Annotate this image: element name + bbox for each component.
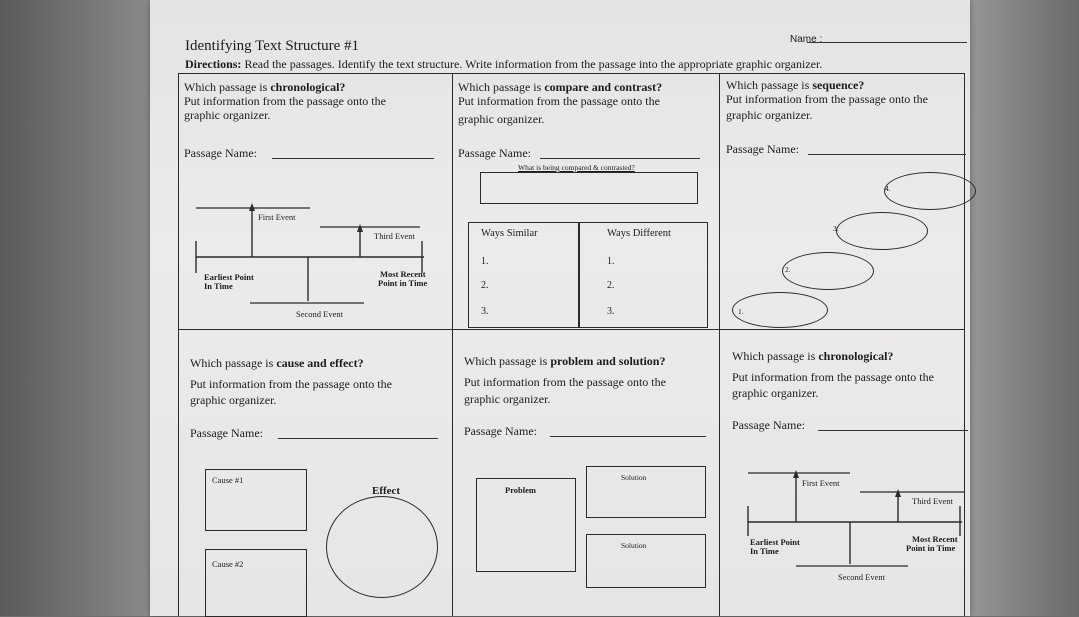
compare-passage-name-label: Passage Name: — [458, 146, 531, 160]
chron1-recent-2: Point in Time — [378, 278, 428, 288]
chron2-earliest-2: In Time — [750, 546, 779, 556]
chron1-second-event: Second Event — [296, 309, 343, 319]
cause-1-label: Cause #1 — [212, 475, 244, 485]
chron1-earliest-1: Earliest Point — [204, 272, 254, 282]
compare-similar-1: 1. — [481, 256, 489, 267]
sequence-question: Which passage is sequence? — [726, 78, 865, 92]
compare-instruction-1: Put information from the passage onto the — [458, 94, 660, 108]
problem-instruction-1: Put information from the passage onto the — [464, 375, 666, 389]
compare-different-box[interactable] — [578, 222, 708, 328]
chron1-instruction-1: Put information from the passage onto the — [184, 94, 386, 108]
cause-2-label: Cause #2 — [212, 559, 244, 569]
grid-middle-border — [178, 329, 964, 330]
compare-different-label: Ways Different — [607, 228, 671, 239]
cause-passage-name-label: Passage Name: — [190, 426, 263, 440]
chron2-passage-name-field[interactable] — [818, 420, 968, 431]
chron2-third-event: Third Event — [912, 496, 953, 506]
problem-instruction-2: graphic organizer. — [464, 392, 551, 406]
solution-2-label: Solution — [621, 541, 647, 550]
worksheet-title: Identifying Text Structure #1 — [185, 38, 360, 54]
sequence-oval-2[interactable] — [782, 252, 874, 290]
grid-col-divider-2 — [719, 73, 720, 616]
sequence-instruction-2: graphic organizer. — [726, 108, 813, 122]
worksheet-page — [150, 0, 970, 616]
cause-question: Which passage is cause and effect? — [190, 356, 364, 370]
compare-different-2: 2. — [607, 280, 615, 291]
compare-similar-label: Ways Similar — [481, 228, 538, 239]
sequence-label-3: 3. — [833, 224, 839, 233]
chron2-second-event: Second Event — [838, 572, 885, 582]
solution-2-box[interactable] — [586, 534, 706, 588]
cause-1-box[interactable] — [205, 469, 307, 531]
compare-instruction-2: graphic organizer. — [458, 112, 545, 126]
sequence-oval-4[interactable] — [884, 172, 976, 210]
chron1-question: Which passage is chronological? — [184, 80, 346, 94]
solution-1-label: Solution — [621, 473, 647, 482]
cause-passage-name-field[interactable] — [278, 428, 438, 439]
cause-instruction-2: graphic organizer. — [190, 393, 277, 407]
sequence-label-4: 4. — [885, 184, 891, 193]
cause-2-box[interactable] — [205, 549, 307, 617]
chron1-passage-name-field[interactable] — [272, 148, 434, 159]
sequence-label-2: 2. — [785, 265, 791, 274]
name-field[interactable] — [807, 42, 967, 43]
name-label: Name : — [790, 34, 823, 45]
compare-similar-2: 2. — [481, 280, 489, 291]
background-left — [0, 0, 150, 616]
problem-passage-name-label: Passage Name: — [464, 424, 537, 438]
chron2-instruction-1: Put information from the passage onto the — [732, 370, 934, 384]
problem-box[interactable] — [476, 478, 576, 572]
grid-left-border — [178, 73, 179, 616]
background-right — [959, 0, 1079, 616]
chron2-question: Which passage is chronological? — [732, 349, 894, 363]
chron1-timeline — [184, 195, 454, 325]
sequence-label-1: 1. — [738, 307, 744, 316]
directions-label: Directions: — [185, 57, 242, 71]
cause-instruction-1: Put information from the passage onto the — [190, 377, 392, 391]
compare-similar-box[interactable] — [468, 222, 580, 328]
sequence-instruction-1: Put information from the passage onto the — [726, 92, 928, 106]
effect-label: Effect — [372, 485, 401, 497]
chron1-first-event: First Event — [258, 212, 296, 222]
chron2-passage-name-label: Passage Name: — [732, 418, 805, 432]
chron1-timeline-lines — [184, 195, 454, 325]
chron2-first-event: First Event — [802, 478, 840, 488]
problem-label: Problem — [505, 485, 537, 495]
compare-topic-box[interactable] — [480, 172, 698, 204]
chron1-instruction-2: graphic organizer. — [184, 108, 271, 122]
compare-similar-3: 3. — [481, 306, 489, 317]
compare-different-1: 1. — [607, 256, 615, 267]
grid-col-divider-1 — [452, 73, 453, 616]
sequence-oval-3[interactable] — [836, 212, 928, 250]
sequence-passage-name-label: Passage Name: — [726, 142, 799, 156]
sequence-passage-name-field[interactable] — [808, 144, 966, 155]
chron2-recent-1: Most Recent — [912, 534, 958, 544]
problem-question: Which passage is problem and solution? — [464, 354, 666, 368]
grid-top-border — [178, 73, 964, 74]
chron1-earliest-2: In Time — [204, 281, 233, 291]
directions-text: Read the passages. Identify the text structure. Write information from the passage into the appropriate graphic organizer. — [241, 57, 823, 71]
problem-passage-name-field[interactable] — [550, 426, 706, 437]
solution-1-box[interactable] — [586, 466, 706, 518]
chron1-passage-name-label: Passage Name: — [184, 146, 257, 160]
compare-different-3: 3. — [607, 306, 615, 317]
compare-header-label: What is being compared & contrasted? — [518, 163, 635, 172]
chron2-timeline-lines — [738, 462, 968, 586]
compare-passage-name-field[interactable] — [540, 148, 700, 159]
chron2-earliest-1: Earliest Point — [750, 537, 800, 547]
sequence-oval-1[interactable] — [732, 292, 828, 328]
chron1-third-event: Third Event — [374, 231, 415, 241]
effect-oval[interactable] — [326, 496, 438, 598]
directions — [185, 57, 822, 72]
compare-question: Which passage is compare and contrast? — [458, 80, 663, 94]
chron2-timeline — [738, 462, 968, 586]
chron2-recent-2: Point in Time — [906, 543, 956, 553]
chron1-recent-1: Most Recent — [380, 269, 426, 279]
chron2-instruction-2: graphic organizer. — [732, 386, 819, 400]
